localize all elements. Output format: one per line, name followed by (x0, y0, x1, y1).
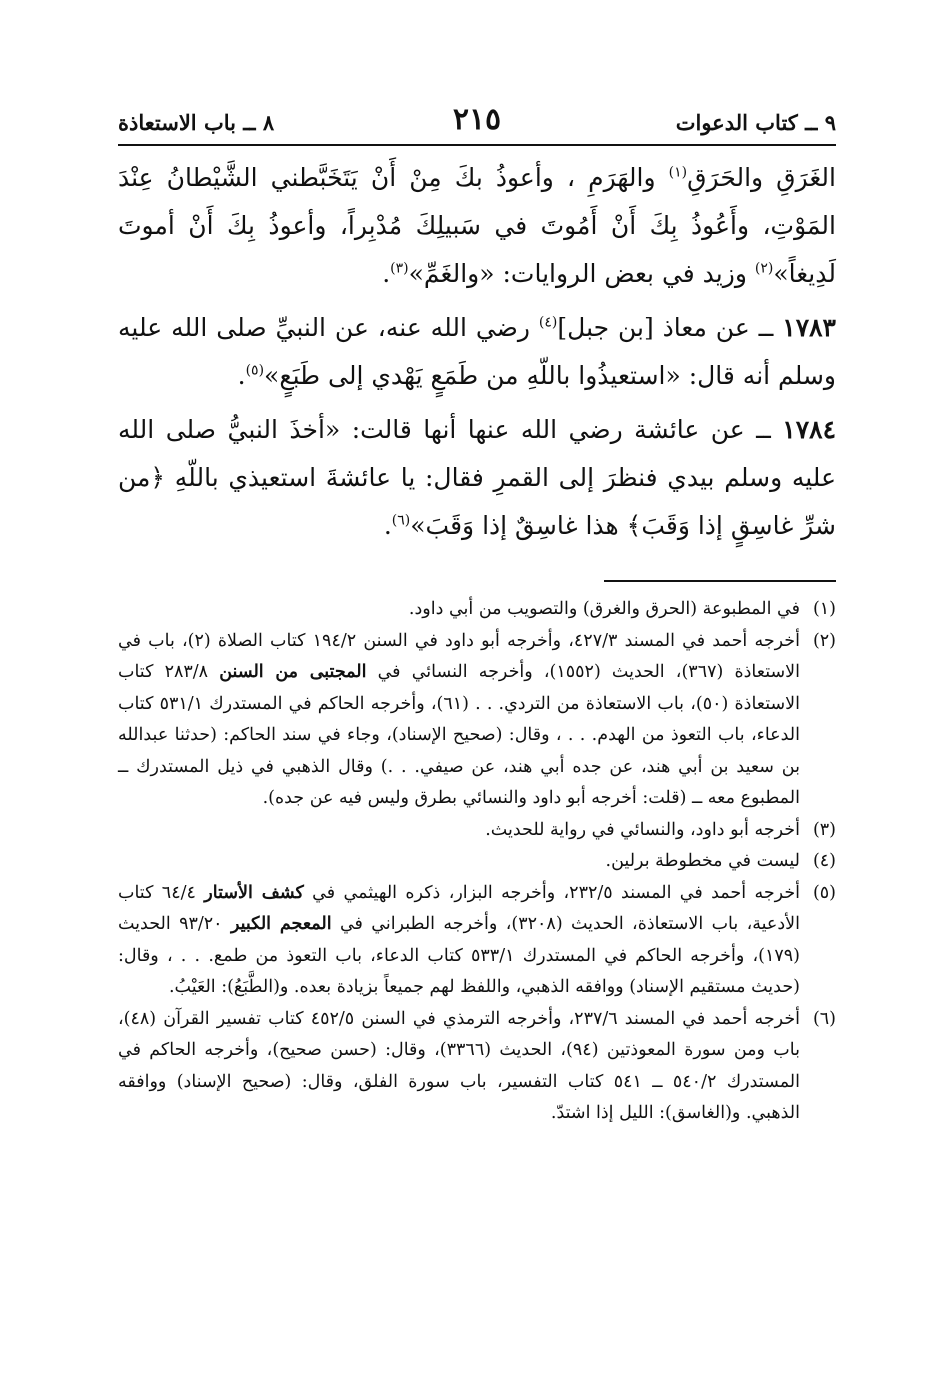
footnote-number: (٦) (812, 1008, 836, 1029)
footnote-text: أخرجه أبو داود، والنسائي في رواية للحديث. (485, 819, 800, 840)
text-run: وزيد في بعض الروايات: «والغَمِّ» (408, 259, 755, 288)
footnote-2 (118, 626, 836, 815)
text-run: ــ عن معاذ [بن جبل] (557, 313, 783, 342)
footnote-number: (٤) (812, 851, 836, 871)
source-title: المعجم الكبير (230, 914, 332, 934)
footnote-number: (٥) (812, 882, 836, 903)
text-run: . (383, 511, 392, 540)
footnote-ref: (٢) (754, 260, 774, 277)
footnote-number: (١) (812, 599, 836, 619)
footnote-number: (٣) (812, 819, 836, 840)
footnote-ref: (٥) (245, 362, 265, 379)
footnotes (118, 594, 836, 1130)
footnote-separator (604, 580, 836, 582)
text-run: رضي الله عنه، عن النبيِّ صلى الله عليه وسلم أنه قال: «استعيذُوا باللّهِ من طَمَعٍ يَهْدي إلى طَبَعٍ» (118, 313, 836, 390)
hadith-1783 (118, 304, 836, 400)
footnote-text: في المطبوعة (الحرق والغرق) والتصويب من أبي داود. (408, 599, 800, 619)
paragraph-continuation (118, 154, 836, 298)
text-run: أخرجه أحمد في المسند ٤٢٧/٣، وأخرجه أبو داود في السنن ١٩٤/٢ كتاب الصلاة (٢)، باب في الاستعاذة (٣٦٧)، الحديث (١٥٥٢)، وأخرجه النسائي في (118, 630, 800, 682)
footnote-text: أخرجه أحمد في المسند ٢٣٧/٦، وأخرجه الترمذي في السنن ٤٥٢/٥ كتاب تفسير القرآن (٤٨)، باب ومن سورة المعوذتين (٩٤)، الحديث (٣٣٦٦)، وقال: (حسن صحيح)، وأخرجه الحاكم في المستدرك ٥٤٠/٢ ــ ٥٤١ كتاب التفسير، باب سورة الفلق، وقال: (صحيح الإسناد) ووافقه الذهبي. و(الغاسق): الليل إذا اشتدّ. (118, 1008, 800, 1123)
text-run: أخرجه أحمد في المسند ٢٣٢/٥، وأخرجه البزار، ذكره الهيثمي في (303, 882, 800, 903)
hadith-number: ١٧٨٤ (782, 415, 836, 444)
text-run: ٢٨٣/٨ كتاب الاستعاذة (٥٠)، باب الاستعاذة من التردي. . . (٦١)، وأخرجه الحاكم في المستدرك ٥٣١/١ كتاب الدعاء، باب التعوذ من الهدم. . . ، وقال: (صحيح الإسناد)، وجاء في سند الحاكم: (حدثنا عبدالله بن سعيد بن أبي هند، عن جده أبي هند، عن صيفي. . .) وقال الذهبي في ذيل المستدرك ــ المطبوع معه ــ (قلت: أخرجه أبو داود والنسائي بطرق وليس فيه عن جده). (118, 662, 800, 808)
hadith-number: ١٧٨٣ (782, 313, 836, 342)
footnote-text: ليست في مخطوطة برلين. (605, 851, 800, 871)
main-text (118, 154, 836, 550)
footnote-1 (118, 594, 836, 626)
text-run: . (382, 259, 391, 288)
chapter-title: ٩ ــ كتاب الدعوات (675, 110, 836, 135)
footnote-number: (٢) (812, 630, 836, 651)
text-run: ٩٣/٢٠ الحديث (١٧٩)، وأخرجه الحاكم في المستدرك ٥٣٣/١ كتاب الدعاء، باب التعوذ من طمع. . . ، وقال: (حديث مستقيم الإسناد) ووافقه الذهبي، واللفظ لهم جميعاً بزيادة بعده. و(الطَّبَعُ): العَيْبُ. (118, 914, 800, 997)
footnote-ref: (٣) (390, 260, 409, 277)
footnote-6 (118, 1004, 836, 1130)
footnote-text (118, 878, 800, 1004)
section-title: ٨ ــ باب الاستعاذة (118, 110, 275, 135)
source-title: كشف الأستار (204, 882, 304, 903)
text-run: والهَرَمِ ، وأعوذُ بكَ مِنْ أَنْ يَتَخَبَّطني الشَّيْطانُ عِنْدَ المَوْتِ، وأَعُوذُ بِكَ أَنْ أَمُوتَ في سَبيلِكَ مُدْبِراً، وأعوذُ بِكَ أَنْ أموتَ لَدِيغاً» (118, 163, 836, 288)
page-number: ٢١٥ (452, 102, 502, 137)
footnote-ref: (٤) (538, 314, 558, 331)
source-title: المجتبى من السنن (219, 662, 367, 682)
footnote-ref: (٦) (391, 512, 411, 529)
hadith-1784 (118, 406, 836, 550)
running-header (118, 92, 836, 146)
text-run: الغَرَقِ والحَرَقِ (687, 163, 836, 192)
text-run: ــ عن عائشة رضي الله عنها أنها قالت: «أخذَ النبيُّ صلى الله عليه وسلم بيدي فنظرَ إلى القمرِ فقال: يا عائشةَ استعيذي باللّهِ ﴿من شرِّ غاسِقٍ إذا وَقَبَ﴾ هذا غاسِقٌ إذا وَقَبَ» (118, 415, 836, 540)
footnote-5 (118, 878, 836, 1004)
text-run: . (237, 361, 246, 390)
book-page (118, 92, 836, 1130)
footnote-text (118, 626, 800, 815)
text-run: ٦٤/٤ كتاب الأدعية، باب الاستعاذة، الحديث (٣٢٠٨)، وأخرجه الطبراني في (118, 882, 800, 934)
footnote-4 (118, 846, 836, 878)
footnote-ref: (١) (668, 164, 688, 181)
footnote-3 (118, 815, 836, 847)
